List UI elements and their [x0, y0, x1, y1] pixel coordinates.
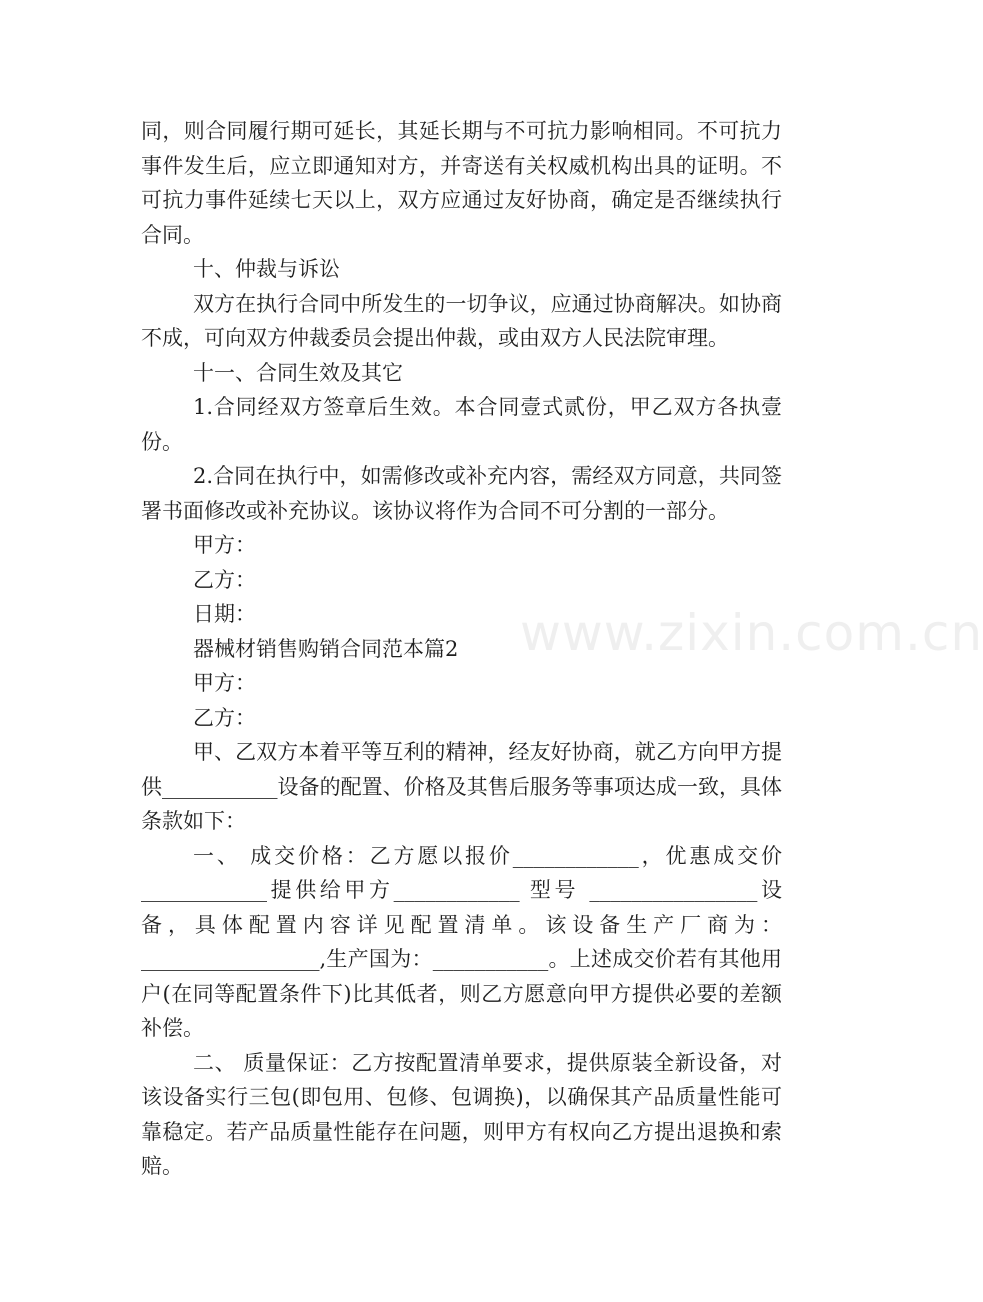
signature-party-b: 乙方： — [193, 567, 256, 592]
heading-effectiveness: 十一、合同生效及其它 — [193, 360, 403, 385]
party-a-line: 甲方： — [193, 671, 256, 695]
party-b-line: 乙方： — [193, 705, 256, 730]
watermark: www.zixin.com.cn — [520, 604, 983, 662]
clause-quality: 二、 质量保证：乙方按配置清单要求，提供原装全新设备，对该设备实行三包(即包用、包修、包调换)，以确保其产品质量性能可靠稳定。若产品质量性能存在问题，则甲方有权向乙方提出退换和索赔。 — [141, 1050, 782, 1178]
heading-arbitration: 十、仲裁与诉讼 — [193, 257, 340, 281]
paragraph-preamble: 甲、乙双方本着平等互利的精神，经友好协商，就乙方向甲方提供___________设备的配置、价格及其售后服务等事项达成一致，具体条款如下： — [141, 740, 782, 833]
signature-party-a: 甲方： — [193, 533, 256, 557]
paragraph-arbitration: 双方在执行合同中所发生的一切争议，应通过协商解决。如协商不成，可向双方仲裁委员会提出仲裁，或由双方人民法院审理。 — [141, 291, 782, 350]
section-title-contract-2: 器械材销售购销合同范本篇2 — [193, 636, 459, 661]
signature-date: 日期： — [193, 602, 256, 626]
paragraph-force-majeure-end: 同，则合同履行期可延长，其延长期与不可抗力影响相同。不可抗力事件发生后，应立即通知对方，并寄送有关权威机构出具的证明。不可抗力事件延续七天以上，双方应通过友好协商，确定是否继续执行合同。 — [141, 119, 782, 247]
clause-price: 一、 成交价格：乙方愿以报价____________，优惠成交价____________提供给甲方____________ 型号 ________________设备，具体配置内容详见配置清单。该设备生产厂商为：_________________,生产国为：___________。上述成交价若有其他用户(在同等配置条件下)比其低者，则乙方愿意向甲方提供必要的差额补偿。 — [141, 843, 782, 1040]
document-body — [141, 114, 782, 1184]
clause-effectiveness-2: 2.合同在执行中，如需修改或补充内容，需经双方同意，共同签署书面修改或补充协议。该协议将作为合同不可分割的一部分。 — [141, 464, 782, 523]
clause-effectiveness-1: 1.合同经双方签章后生效。本合同壹式贰份，甲乙双方各执壹份。 — [141, 395, 782, 454]
